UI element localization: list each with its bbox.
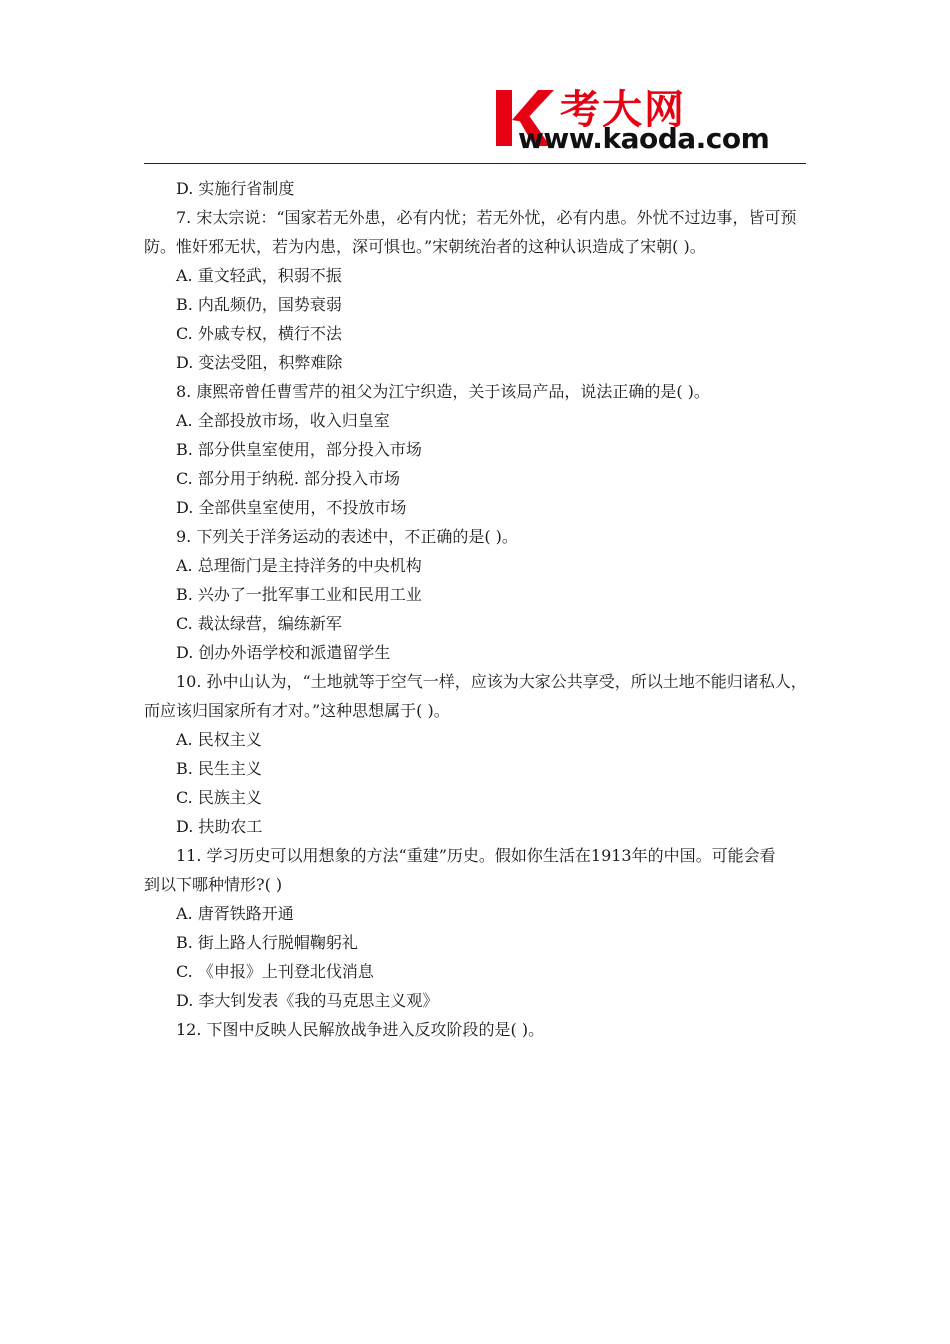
text-line: 8. 康熙帝曾任曹雪芹的祖父为江宁织造，关于该局产品，说法正确的是( )。 <box>176 382 710 401</box>
text-line: C. 裁汰绿营，编练新军 <box>176 614 342 633</box>
text-line: C. 民族主义 <box>176 788 262 807</box>
text-line: C. 外戚专权，横行不法 <box>176 324 342 343</box>
text-line: 11. 学习历史可以用想象的方法“重建”历史。假如你生活在1913年的中国。可能会看 <box>176 846 776 865</box>
text-line: 到以下哪种情形?( ) <box>144 875 283 894</box>
text-line: 7. 宋太宗说：“国家若无外患，必有内忧；若无外忧，必有内患。外忧不过边事，皆可预 <box>176 208 797 227</box>
text-line: D. 扶助农工 <box>176 817 263 836</box>
page-header <box>0 0 950 170</box>
text-line: A. 唐胥铁路开通 <box>176 904 294 923</box>
document-body <box>144 174 810 1044</box>
text-line: A. 重文轻武，积弱不振 <box>176 266 342 285</box>
text-line: 而应该归国家所有才对。”这种思想属于( )。 <box>144 701 450 720</box>
text-line: D. 创办外语学校和派遣留学生 <box>176 643 391 662</box>
logo-text: 考大网 <box>560 87 686 133</box>
text-line: 9. 下列关于洋务运动的表述中，不正确的是( )。 <box>176 527 518 546</box>
text-line: B. 部分供皇室使用，部分投入市场 <box>176 440 422 459</box>
text-line: 防。惟奸邪无状，若为内患，深可惧也。”宋朝统治者的这种认识造成了宋朝( )。 <box>144 237 706 256</box>
logo-url: www.kaoda.com <box>518 122 770 155</box>
text-line: B. 兴办了一批军事工业和民用工业 <box>176 585 422 604</box>
text-line: D. 李大钊发表《我的马克思主义观》 <box>176 991 439 1010</box>
text-line: 10. 孙中山认为，“土地就等于空气一样，应该为大家公共享受，所以土地不能归诸私人， <box>176 672 807 691</box>
text-line: A. 全部投放市场，收入归皇室 <box>176 411 390 430</box>
text-line: C. 《申报》上刊登北伐消息 <box>176 962 374 981</box>
text-line: A. 总理衙门是主持洋务的中央机构 <box>176 556 422 575</box>
text-line: B. 街上路人行脱帽鞠躬礼 <box>176 933 358 952</box>
text-line: A. 民权主义 <box>176 730 262 749</box>
text-line: D. 实施行省制度 <box>176 179 295 198</box>
text-line: B. 内乱频仍，国势衰弱 <box>176 295 342 314</box>
kaoda-logo[interactable] <box>492 84 812 160</box>
text-line: D. 变法受阻，积弊难除 <box>176 353 343 372</box>
text-line: B. 民生主义 <box>176 759 262 778</box>
text-line: C. 部分用于纳税. 部分投入市场 <box>176 469 401 488</box>
header-divider <box>144 163 806 164</box>
text-line: D. 全部供皇室使用，不投放市场 <box>176 498 407 517</box>
text-line: 12. 下图中反映人民解放战争进入反攻阶段的是( )。 <box>176 1020 545 1039</box>
